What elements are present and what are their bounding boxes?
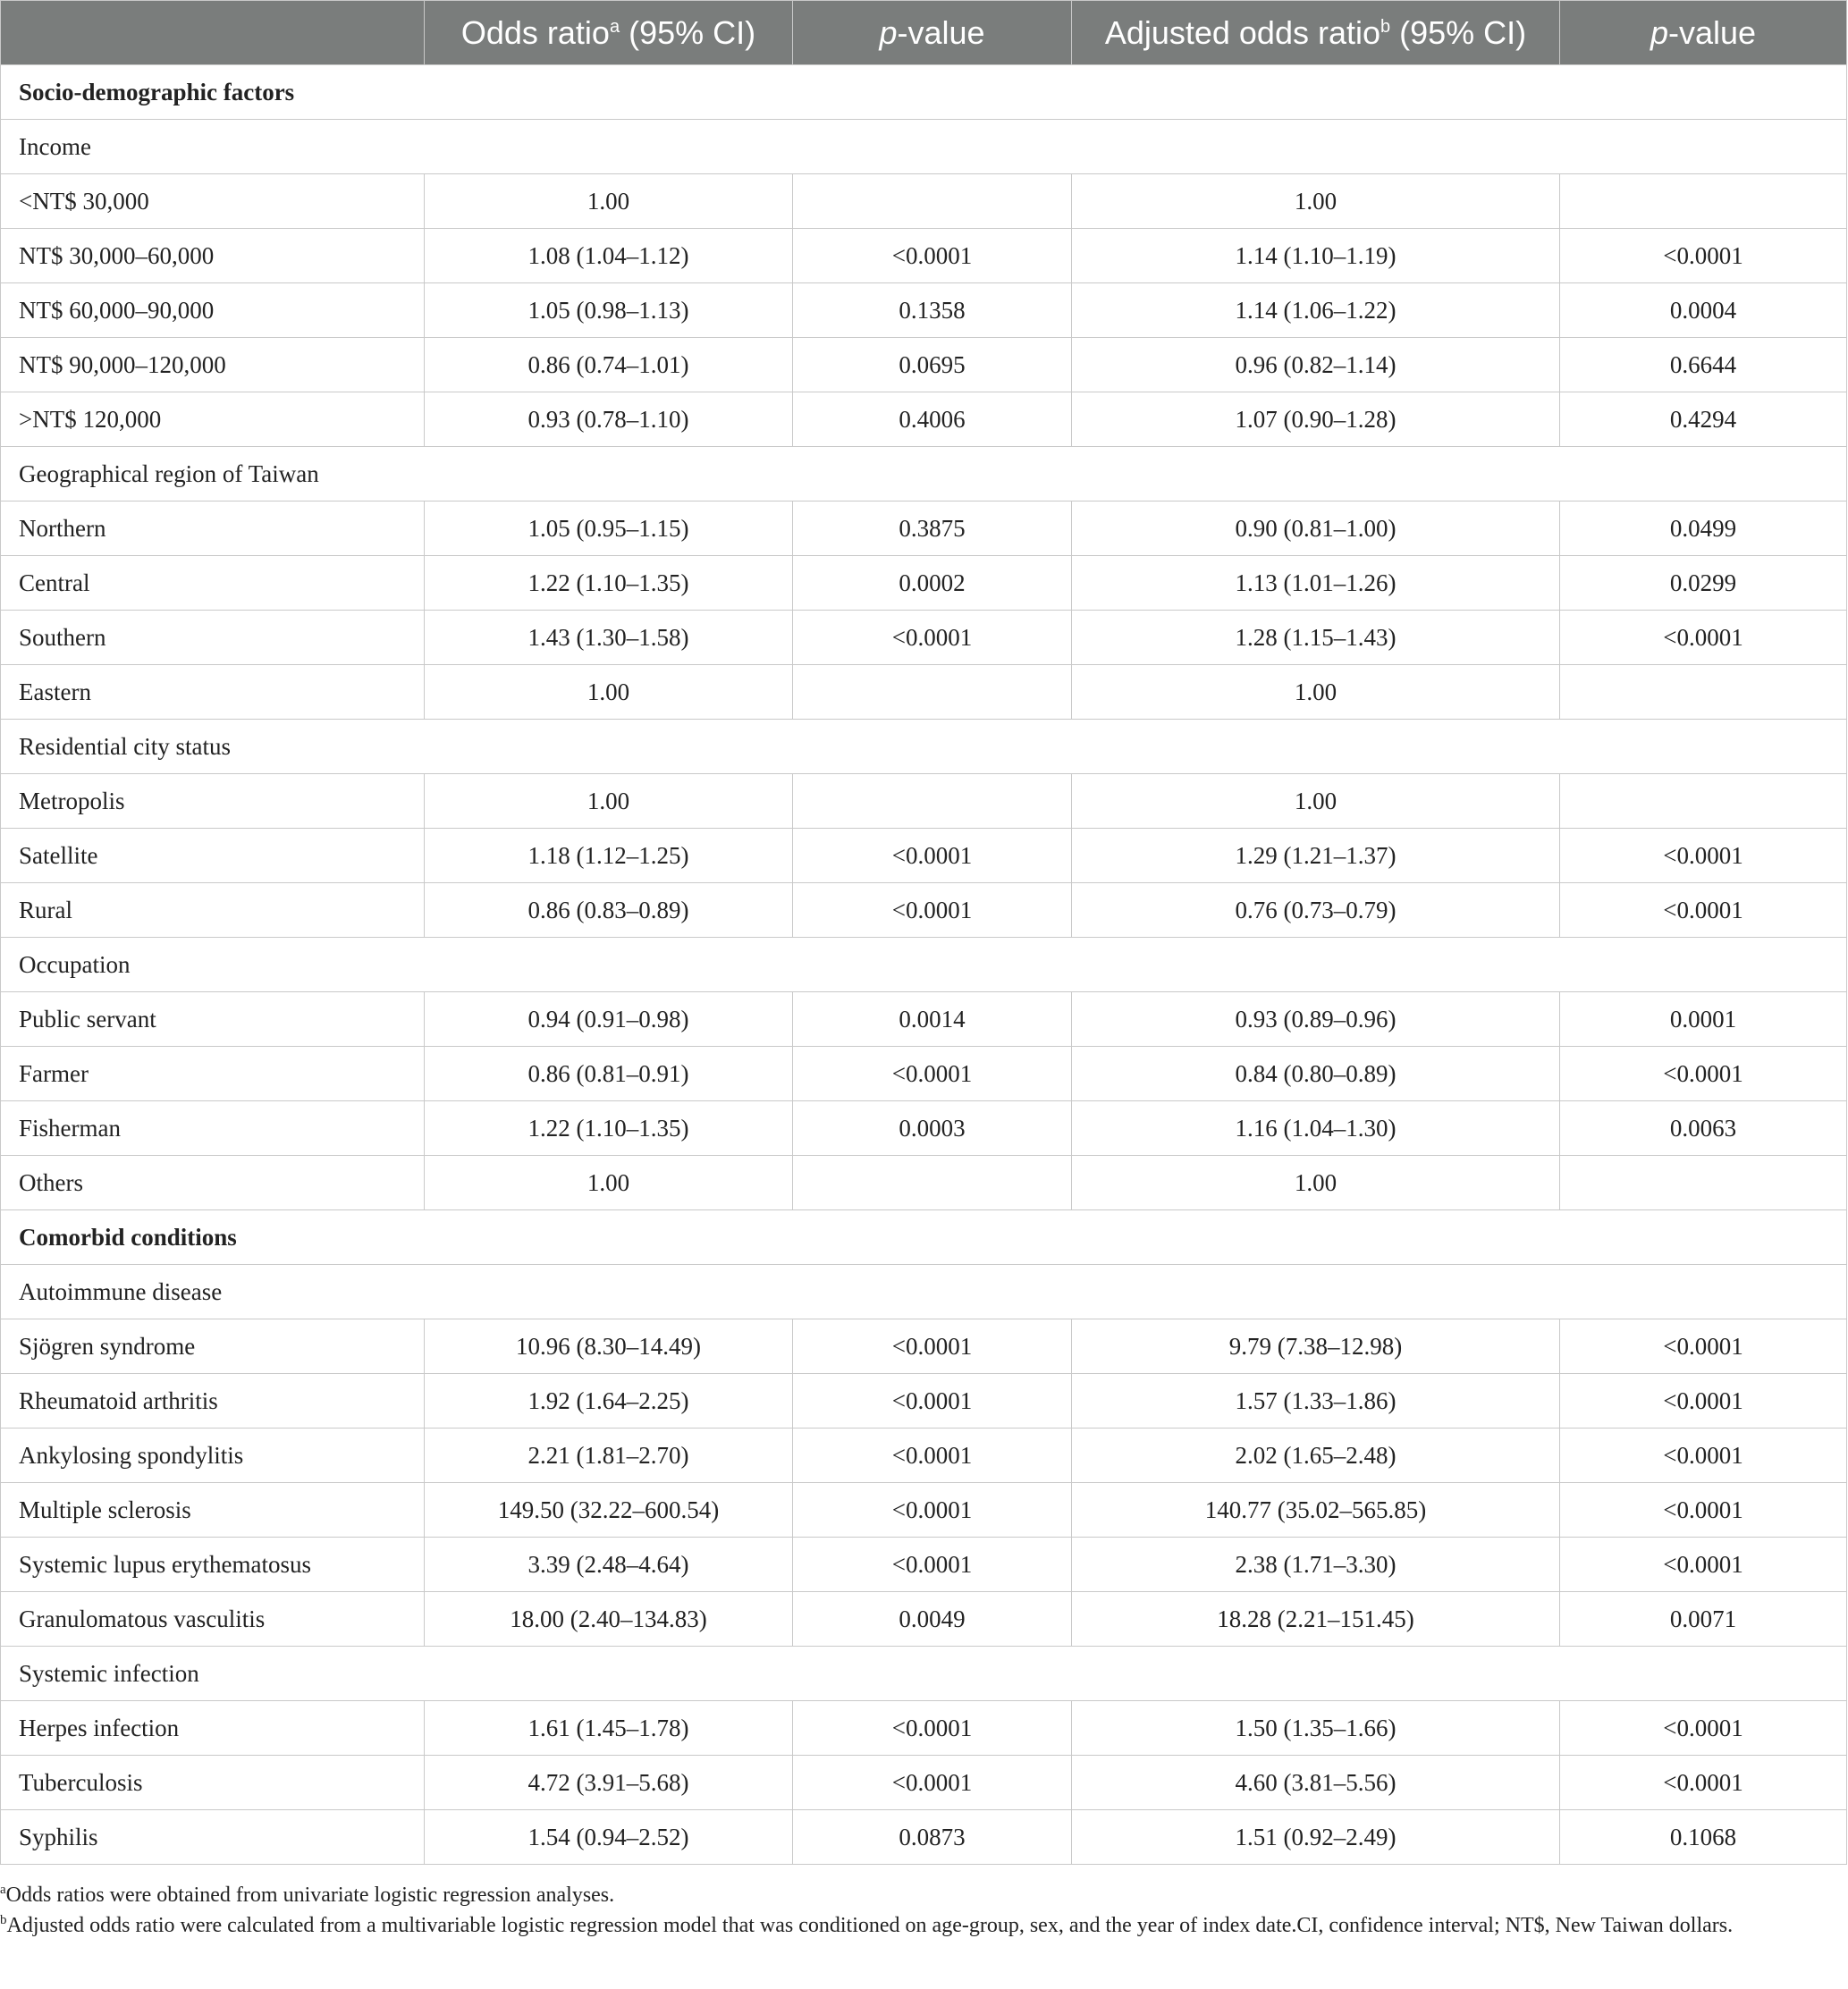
group-header-row (1, 1647, 1847, 1701)
odds-ratio-cell: 1.92 (1.64–2.25) (425, 1374, 793, 1429)
adjusted-odds-ratio-cell: 1.51 (0.92–2.49) (1072, 1810, 1560, 1865)
p-value-cell: <0.0001 (793, 1319, 1072, 1374)
p-value-cell: <0.0001 (793, 1374, 1072, 1429)
table-row (1, 883, 1847, 938)
p-value-cell (793, 774, 1072, 829)
header-odds-ratio-text: Odds ratio (460, 13, 610, 51)
row-label: NT$ 90,000–120,000 (1, 338, 425, 392)
adjusted-odds-ratio-cell: 1.00 (1072, 174, 1560, 229)
p-value-cell: <0.0001 (793, 1429, 1072, 1483)
p-value-cell: <0.0001 (793, 1756, 1072, 1810)
row-label: Others (1, 1156, 425, 1210)
odds-ratio-cell: 0.86 (0.83–0.89) (425, 883, 793, 938)
row-label: Public servant (1, 992, 425, 1047)
header-odds-ratio-sup: a (609, 16, 620, 37)
adjusted-odds-ratio-cell: 1.14 (1.10–1.19) (1072, 229, 1560, 283)
odds-ratio-cell: 1.08 (1.04–1.12) (425, 229, 793, 283)
adjusted-odds-ratio-cell: 18.28 (2.21–151.45) (1072, 1592, 1560, 1647)
adjusted-p-value-cell: <0.0001 (1560, 1538, 1847, 1592)
adjusted-odds-ratio-cell: 1.13 (1.01–1.26) (1072, 556, 1560, 611)
adjusted-odds-ratio-cell: 1.14 (1.06–1.22) (1072, 283, 1560, 338)
table-row (1, 992, 1847, 1047)
section-label: Comorbid conditions (1, 1210, 1847, 1265)
footnote-b-marker: b (0, 1913, 7, 1927)
header-adjusted-odds-ratio (1072, 1, 1560, 65)
row-label: Metropolis (1, 774, 425, 829)
odds-ratio-cell: 0.94 (0.91–0.98) (425, 992, 793, 1047)
adjusted-odds-ratio-cell: 1.00 (1072, 665, 1560, 720)
table-row (1, 1810, 1847, 1865)
adjusted-p-value-cell: <0.0001 (1560, 883, 1847, 938)
p-value-cell (793, 665, 1072, 720)
row-label: Eastern (1, 665, 425, 720)
row-label: Ankylosing spondylitis (1, 1429, 425, 1483)
odds-ratio-cell: 149.50 (32.22–600.54) (425, 1483, 793, 1538)
row-label: Systemic lupus erythematosus (1, 1538, 425, 1592)
table-row (1, 1047, 1847, 1101)
adjusted-odds-ratio-cell: 1.57 (1.33–1.86) (1072, 1374, 1560, 1429)
row-label: Rheumatoid arthritis (1, 1374, 425, 1429)
table-row (1, 1374, 1847, 1429)
adjusted-p-value-cell (1560, 774, 1847, 829)
adjusted-p-value-cell: 0.0299 (1560, 556, 1847, 611)
row-label: Granulomatous vasculitis (1, 1592, 425, 1647)
odds-ratio-cell: 0.86 (0.74–1.01) (425, 338, 793, 392)
table-row (1, 1538, 1847, 1592)
row-label: Syphilis (1, 1810, 425, 1865)
odds-ratio-cell: 1.54 (0.94–2.52) (425, 1810, 793, 1865)
row-label: Fisherman (1, 1101, 425, 1156)
odds-ratio-cell: 1.18 (1.12–1.25) (425, 829, 793, 883)
adjusted-odds-ratio-cell: 1.07 (0.90–1.28) (1072, 392, 1560, 447)
odds-ratio-cell: 1.05 (0.98–1.13) (425, 283, 793, 338)
table-row (1, 392, 1847, 447)
odds-ratio-cell: 1.00 (425, 774, 793, 829)
row-label: Central (1, 556, 425, 611)
row-label: Sjögren syndrome (1, 1319, 425, 1374)
p-value-cell: 0.1358 (793, 283, 1072, 338)
adjusted-odds-ratio-cell: 0.96 (0.82–1.14) (1072, 338, 1560, 392)
adjusted-p-value-cell: <0.0001 (1560, 229, 1847, 283)
p-value-cell: 0.3875 (793, 501, 1072, 556)
row-label: <NT$ 30,000 (1, 174, 425, 229)
row-label: Herpes infection (1, 1701, 425, 1756)
header-row (1, 1, 1847, 65)
p-value-cell: 0.0002 (793, 556, 1072, 611)
odds-ratio-cell: 1.22 (1.10–1.35) (425, 556, 793, 611)
p-value-cell: 0.0695 (793, 338, 1072, 392)
header-odds-ratio-suffix: (95% CI) (620, 13, 756, 51)
group-label: Residential city status (1, 720, 1847, 774)
adjusted-odds-ratio-cell: 0.93 (0.89–0.96) (1072, 992, 1560, 1047)
odds-ratio-cell: 1.00 (425, 1156, 793, 1210)
adjusted-p-value-cell: <0.0001 (1560, 1374, 1847, 1429)
footnote-a-marker: a (0, 1883, 6, 1897)
adjusted-odds-ratio-cell: 1.16 (1.04–1.30) (1072, 1101, 1560, 1156)
adjusted-odds-ratio-cell: 4.60 (3.81–5.56) (1072, 1756, 1560, 1810)
table-body (1, 65, 1847, 1865)
adjusted-p-value-cell: <0.0001 (1560, 1319, 1847, 1374)
adjusted-odds-ratio-cell: 9.79 (7.38–12.98) (1072, 1319, 1560, 1374)
adjusted-p-value-cell: <0.0001 (1560, 1756, 1847, 1810)
group-header-row (1, 720, 1847, 774)
group-header-row (1, 447, 1847, 501)
footnote-b-text: Adjusted odds ratio were calculated from a multivariable logistic regression model that was conditioned on age-group, sex, and the year of index date.CI, confidence interval; NT$, New Taiwan dollars. (6, 1914, 1734, 1937)
row-label: Rural (1, 883, 425, 938)
p-value-cell: 0.0049 (793, 1592, 1072, 1647)
table-row (1, 774, 1847, 829)
p-value-cell: 0.0873 (793, 1810, 1072, 1865)
row-label: NT$ 30,000–60,000 (1, 229, 425, 283)
group-label: Systemic infection (1, 1647, 1847, 1701)
table-row (1, 829, 1847, 883)
adjusted-p-value-cell (1560, 174, 1847, 229)
table-row (1, 1156, 1847, 1210)
adjusted-p-value-cell: <0.0001 (1560, 1483, 1847, 1538)
table-row (1, 338, 1847, 392)
adjusted-odds-ratio-cell: 1.50 (1.35–1.66) (1072, 1701, 1560, 1756)
row-label: Satellite (1, 829, 425, 883)
table-row (1, 665, 1847, 720)
row-label: >NT$ 120,000 (1, 392, 425, 447)
group-label: Occupation (1, 938, 1847, 992)
footnote-b (0, 1910, 1824, 1941)
adjusted-odds-ratio-cell: 2.02 (1.65–2.48) (1072, 1429, 1560, 1483)
adjusted-odds-ratio-cell: 1.00 (1072, 1156, 1560, 1210)
header-adjusted-p-value (1560, 1, 1847, 65)
adjusted-odds-ratio-cell: 1.28 (1.15–1.43) (1072, 611, 1560, 665)
header-p-italic: p (879, 13, 898, 51)
odds-ratio-cell: 1.22 (1.10–1.35) (425, 1101, 793, 1156)
adjusted-p-value-cell: 0.0004 (1560, 283, 1847, 338)
header-p-value (793, 1, 1072, 65)
odds-ratio-cell: 1.00 (425, 174, 793, 229)
header-odds-ratio (425, 1, 793, 65)
group-label: Geographical region of Taiwan (1, 447, 1847, 501)
row-label: Tuberculosis (1, 1756, 425, 1810)
adjusted-odds-ratio-cell: 1.00 (1072, 774, 1560, 829)
odds-ratio-cell: 1.43 (1.30–1.58) (425, 611, 793, 665)
row-label: Southern (1, 611, 425, 665)
row-label: Farmer (1, 1047, 425, 1101)
table-row (1, 283, 1847, 338)
header-variable (1, 1, 425, 65)
p-value-cell: <0.0001 (793, 1538, 1072, 1592)
row-label: Northern (1, 501, 425, 556)
table-row (1, 1429, 1847, 1483)
odds-ratio-cell: 4.72 (3.91–5.68) (425, 1756, 793, 1810)
table-row (1, 611, 1847, 665)
adjusted-odds-ratio-cell: 0.76 (0.73–0.79) (1072, 883, 1560, 938)
section-header-row (1, 1210, 1847, 1265)
adjusted-p-value-cell: <0.0001 (1560, 611, 1847, 665)
adjusted-p-value-cell: <0.0001 (1560, 1701, 1847, 1756)
adjusted-p-value-cell: <0.0001 (1560, 1429, 1847, 1483)
adjusted-odds-ratio-cell: 1.29 (1.21–1.37) (1072, 829, 1560, 883)
adjusted-p-value-cell: <0.0001 (1560, 829, 1847, 883)
adjusted-p-value-cell (1560, 1156, 1847, 1210)
p-value-cell: <0.0001 (793, 829, 1072, 883)
group-header-row (1, 1265, 1847, 1319)
p-value-cell: <0.0001 (793, 883, 1072, 938)
header-adjusted-odds-ratio-text: Adjusted odds ratio (1104, 13, 1381, 51)
p-value-cell (793, 1156, 1072, 1210)
adjusted-p-value-cell: 0.0063 (1560, 1101, 1847, 1156)
odds-ratio-cell: 0.93 (0.78–1.10) (425, 392, 793, 447)
group-label: Income (1, 120, 1847, 174)
table-row (1, 1101, 1847, 1156)
table-row (1, 501, 1847, 556)
adjusted-p-value-cell: 0.4294 (1560, 392, 1847, 447)
table-row (1, 1701, 1847, 1756)
table-row (1, 229, 1847, 283)
p-value-cell: 0.0003 (793, 1101, 1072, 1156)
header-adjusted-odds-ratio-sup: b (1380, 16, 1391, 37)
table-row (1, 1319, 1847, 1374)
section-header-row (1, 65, 1847, 120)
odds-ratio-cell: 1.05 (0.95–1.15) (425, 501, 793, 556)
table-row (1, 1483, 1847, 1538)
p-value-cell: <0.0001 (793, 1483, 1072, 1538)
adjusted-p-value-cell (1560, 665, 1847, 720)
table-row (1, 1592, 1847, 1647)
adjusted-p-value-cell: <0.0001 (1560, 1047, 1847, 1101)
adjusted-p-value-cell: 0.0071 (1560, 1592, 1847, 1647)
row-label: Multiple sclerosis (1, 1483, 425, 1538)
group-header-row (1, 120, 1847, 174)
adjusted-p-value-cell: 0.0499 (1560, 501, 1847, 556)
row-label: NT$ 60,000–90,000 (1, 283, 425, 338)
odds-ratio-cell: 3.39 (2.48–4.64) (425, 1538, 793, 1592)
p-value-cell: 0.4006 (793, 392, 1072, 447)
table-row (1, 1756, 1847, 1810)
adjusted-odds-ratio-cell: 0.90 (0.81–1.00) (1072, 501, 1560, 556)
group-label: Autoimmune disease (1, 1265, 1847, 1319)
section-label: Socio-demographic factors (1, 65, 1847, 120)
adjusted-p-value-cell: 0.1068 (1560, 1810, 1847, 1865)
adjusted-odds-ratio-cell: 0.84 (0.80–0.89) (1072, 1047, 1560, 1101)
odds-ratio-cell: 0.86 (0.81–0.91) (425, 1047, 793, 1101)
odds-ratio-cell: 1.00 (425, 665, 793, 720)
table-header (1, 1, 1847, 65)
p-value-cell: <0.0001 (793, 1047, 1072, 1101)
p-value-cell: 0.0014 (793, 992, 1072, 1047)
group-header-row (1, 938, 1847, 992)
odds-ratio-cell: 10.96 (8.30–14.49) (425, 1319, 793, 1374)
p-value-cell: <0.0001 (793, 611, 1072, 665)
adjusted-odds-ratio-cell: 2.38 (1.71–3.30) (1072, 1538, 1560, 1592)
adjusted-p-value-cell: 0.6644 (1560, 338, 1847, 392)
footnote-a-text: Odds ratios were obtained from univariate logistic regression analyses. (5, 1884, 615, 1907)
header-adjusted-odds-ratio-suffix: (95% CI) (1390, 13, 1527, 51)
footnote-a (0, 1880, 1824, 1910)
table-row (1, 174, 1847, 229)
header-adjusted-p-italic: p (1650, 13, 1668, 51)
odds-ratio-cell: 2.21 (1.81–2.70) (425, 1429, 793, 1483)
footnotes (0, 1880, 1824, 1941)
p-value-cell: <0.0001 (793, 1701, 1072, 1756)
odds-ratio-cell: 18.00 (2.40–134.83) (425, 1592, 793, 1647)
p-value-cell: <0.0001 (793, 229, 1072, 283)
adjusted-odds-ratio-cell: 140.77 (35.02–565.85) (1072, 1483, 1560, 1538)
header-p-suffix: -value (897, 13, 985, 51)
header-adjusted-p-suffix: -value (1667, 13, 1757, 51)
odds-ratio-cell: 1.61 (1.45–1.78) (425, 1701, 793, 1756)
p-value-cell (793, 174, 1072, 229)
adjusted-p-value-cell: 0.0001 (1560, 992, 1847, 1047)
table-row (1, 556, 1847, 611)
